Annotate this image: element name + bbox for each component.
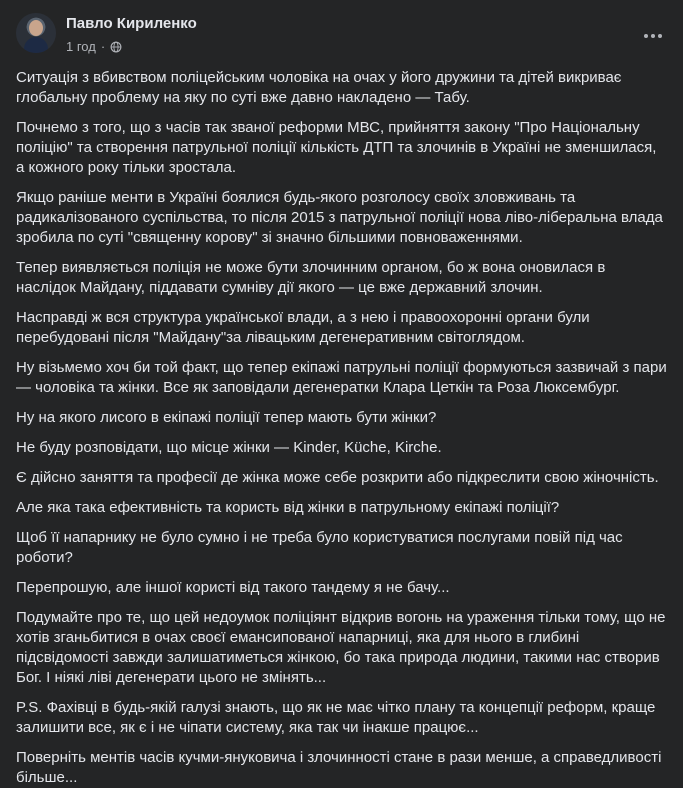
paragraph: Насправді ж вся структура української влади, а з нею і правоохоронні органи були перебудовані після "Майдану"за лівацьким дегенеративним світоглядом. bbox=[16, 309, 590, 346]
meta-separator: · bbox=[100, 39, 106, 54]
paragraph: Є дійсно заняття та професії де жінка може себе розкрити або підкреслити свою жіночність. bbox=[16, 469, 659, 486]
post-text bbox=[0, 68, 683, 788]
paragraph: Ситуація з вбивством поліцейським чоловіка на очах у його дружини та дітей викриває глобальну проблему на яку по суті вже давно накладено — Табу. bbox=[16, 69, 622, 106]
avatar-body bbox=[24, 37, 48, 53]
paragraph: Перепрошую, але іншої користі від такого тандему я не бачу... bbox=[16, 579, 450, 596]
paragraph: Але яка така ефективність та користь від жінки в патрульному екіпажі поліції? bbox=[16, 499, 560, 516]
globe-icon[interactable] bbox=[110, 41, 122, 53]
author-name[interactable]: Павло Кириленко bbox=[66, 15, 197, 32]
paragraph: Якщо раніше менти в Україні боялися будь-якого розголосу своїх зловживань та радикалізованого суспільства, то після 2015 з патрульної поліції нова ліво-ліберальна влада зробила по суті "священну корову" зі значно більшими повноваженнями. bbox=[16, 189, 663, 246]
paragraph: Тепер виявляється поліція не може бути злочинним органом, бо ж вона оновилася в наслідок Майдану, піддавати сумніву дії якого — це вже державний злочин. bbox=[16, 259, 606, 296]
post-meta bbox=[66, 39, 122, 54]
paragraph: Не буду розповідати, що місце жінки — Kinder, Küche, Kirche. bbox=[16, 439, 442, 456]
post-time[interactable]: 1 год bbox=[66, 39, 96, 54]
paragraph: Почнемо з того, що з часів так званої реформи МВС, прийняття закону "Про Національну поліцію" та створення патрульної поліції кількість ДТП та злочинів в Україні не зменшилася, а кожного року тільки зростала. bbox=[16, 119, 657, 176]
avatar-head bbox=[29, 20, 43, 36]
paragraph: P.S. Фахівці в будь-якій галузі знають, що як не має чітко плану та концепції реформ, краще залишити все, як є і не чіпати систему, яка так чи інакше працює... bbox=[16, 699, 656, 736]
paragraph: Ну на якого лисого в екіпажі поліції тепер мають бути жінки? bbox=[16, 409, 437, 426]
paragraph: Щоб її напарнику не було сумно і не треба було користуватися послугами повій під час роботи? bbox=[16, 529, 623, 566]
paragraph: Поверніть ментів часів кучми-януковича і злочинності стане в рази менше, а справедливості більше... bbox=[16, 749, 662, 786]
paragraph: Подумайте про те, що цей недоумок поліціянт відкрив вогонь на ураження тільки тому, що не хотів зганьбитися в очах своєї емансипованої напарниці, яка для нього в глибині підсвідомості завжди залишатиметься жінкою, бо така природа людини, такими нас створив Бог. І ніякі ліві дегенерати цього не змінять... bbox=[16, 609, 666, 686]
post-header bbox=[0, 0, 683, 68]
avatar[interactable] bbox=[16, 13, 56, 53]
paragraph: Ну візьмемо хоч би той факт, що тепер екіпажі патрульні поліції формуються зазвичай з пари — чоловіка та жінки. Все як заповідали дегенератки Клара Цеткін та Роза Люксембург. bbox=[16, 359, 667, 396]
more-options-icon[interactable] bbox=[635, 18, 671, 54]
